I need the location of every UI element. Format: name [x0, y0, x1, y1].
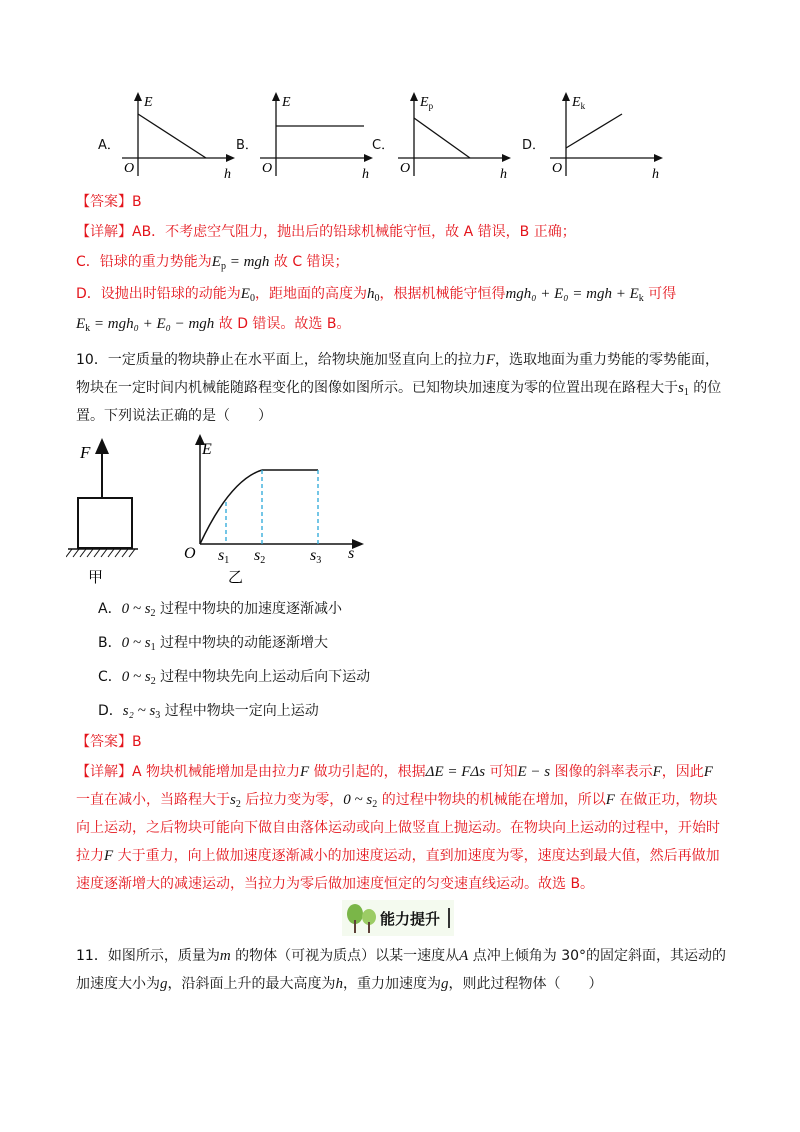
- q10-explain-5: 速度逐渐增大的减速运动，当拉力为零后做加速度恒定的匀变速直线运动。故选 B。: [76, 876, 595, 892]
- svg-text:s3: s3: [310, 547, 322, 566]
- q11-stem-2: 加速度大小为g，沿斜面上升的最大高度为h，重力加速度为g，则此过程物体（ ）: [76, 976, 603, 992]
- explain-text: ，根据机械能守恒得: [379, 286, 506, 302]
- q9-explain-d2: [76, 314, 350, 339]
- q10-stem-1: 10．一定质量的物块静止在水平面上，给物块施加竖直向上的拉力F，选取地面为重力势能的零势能面，: [76, 352, 719, 368]
- graph-c-ylabel: E: [420, 95, 429, 110]
- graph-a: [118, 92, 236, 184]
- option-b-label: B．: [236, 138, 258, 153]
- graph-a-xlabel: h: [224, 167, 231, 182]
- svg-text:s1: s1: [218, 547, 230, 566]
- explain-text: C．铅球的重力势能为: [76, 254, 212, 270]
- banner-bar: [448, 908, 450, 928]
- graph-a-ylabel: E: [144, 95, 153, 110]
- formula: $E_p$ = mgh: [211, 254, 270, 272]
- graph-b-ylabel: E: [282, 95, 291, 110]
- q10-option-c: C．0 ~ $s_2$ 过程中物块先向上运动后向下运动: [98, 669, 371, 687]
- q10-stem-3: 置。下列说法正确的是（ ）: [76, 408, 272, 424]
- graph-d-xlabel: h: [652, 167, 659, 182]
- formula: $E_k = mgh_0 + E_0$ − mgh: [76, 316, 215, 334]
- explain-text: AB．不考虑空气阻力，抛出后的铅球机械能守恒，故 A 错误，B 正确；: [132, 224, 576, 240]
- graph-c: [394, 92, 512, 184]
- graph-c-ysub: p: [428, 101, 434, 111]
- q10-option-b: B．0 ~ $s_1$ 过程中物块的动能逐渐增大: [98, 635, 329, 653]
- graph-b-origin: O: [262, 161, 273, 176]
- graph-b-xlabel: h: [362, 167, 369, 182]
- formula: mgh₀ + E₀ = mgh + $E_k$: [505, 286, 644, 304]
- q10-option-a: A．0 ~ $s_2$ 过程中物块的加速度逐渐减小: [98, 601, 342, 619]
- q10-explain-1: 【详解】A 物块机械能增加是由拉力F 做功引起的，根据ΔE = FΔs 可知E − s 图像的斜率表示F，因此F: [76, 764, 713, 780]
- explain-text: 可得: [643, 286, 677, 302]
- graph-d-ysub: k: [580, 101, 586, 111]
- q9-explain-d: [76, 284, 676, 309]
- caption-yi: 乙: [228, 570, 244, 586]
- svg-text:Ep: [419, 95, 434, 111]
- graph-d-ylabel: E: [572, 95, 581, 110]
- q10-option-d: D．s₂ ~ $s_3$ 过程中物块一定向上运动: [98, 703, 319, 721]
- explain-text: 故 D 错误。故选 B。: [214, 316, 351, 332]
- explain-tag: 【详解】: [76, 224, 132, 240]
- option-a-label: A．: [98, 138, 120, 153]
- formula: $E_0$: [240, 286, 255, 304]
- q10-explain-4: 拉力F 大于重力，向上做加速度逐渐减小的加速度运动，直到加速度为零，速度达到最大值，然后再做加: [76, 848, 720, 864]
- graph-b: [256, 92, 374, 184]
- answer-tag: 【答案】: [76, 194, 132, 210]
- figure-yi: [180, 432, 370, 588]
- banner-title: 能力提升: [380, 910, 441, 928]
- answer-value: B: [132, 194, 142, 210]
- graph-a-origin: O: [124, 161, 135, 176]
- q9-answer: [76, 192, 142, 212]
- explain-text: D．设抛出时铅球的动能为: [76, 286, 241, 302]
- q9-explain-c: [76, 252, 349, 277]
- q9-explain-ab: [76, 222, 576, 242]
- q10-answer: 【答案】B: [76, 734, 142, 750]
- tree-icon: [344, 902, 380, 934]
- q11-stem-1: 11．如图所示，质量为m 的物体（可视为质点）以某一速度从A 点冲上倾角为 30°的固定斜面，其运动的: [76, 948, 727, 964]
- figure-jia: [66, 436, 146, 586]
- svg-text:Ek: [571, 95, 586, 111]
- option-d-label: D．: [522, 138, 546, 153]
- formula: $h_0$: [366, 286, 380, 304]
- explain-text: ，距地面的高度为: [254, 286, 367, 302]
- graph-yi-xlabel: s: [348, 545, 355, 562]
- explain-text: 故 C 错误；: [269, 254, 349, 270]
- section-banner: [342, 900, 454, 936]
- q10-explain-3: 向上运动，之后物块可能向下做自由落体运动或向上做竖直上抛运动。在物块向上运动的过程中，开始时: [76, 820, 720, 836]
- graph-c-xlabel: h: [500, 167, 507, 182]
- svg-text:s2: s2: [254, 547, 266, 566]
- q10-explain-2: 一直在减小，当路程大于$s_2$ 后拉力变为零，0 ~ $s_2$ 的过程中物块的机械能在增加，所以F 在做正功，物块: [76, 792, 718, 810]
- caption-jia: 甲: [88, 570, 104, 586]
- graph-c-origin: O: [400, 161, 411, 176]
- q10-stem-2: 物块在一定时间内机械能随路程变化的图像如图所示。已知物块加速度为零的位置出现在路程大于$s_1$ 的位: [76, 380, 722, 398]
- graph-yi-origin: O: [184, 545, 196, 562]
- graph-d: [546, 92, 664, 184]
- option-c-label: C．: [372, 138, 395, 153]
- force-label: F: [80, 443, 91, 462]
- graph-d-origin: O: [552, 161, 563, 176]
- graph-yi-ylabel: E: [202, 441, 212, 458]
